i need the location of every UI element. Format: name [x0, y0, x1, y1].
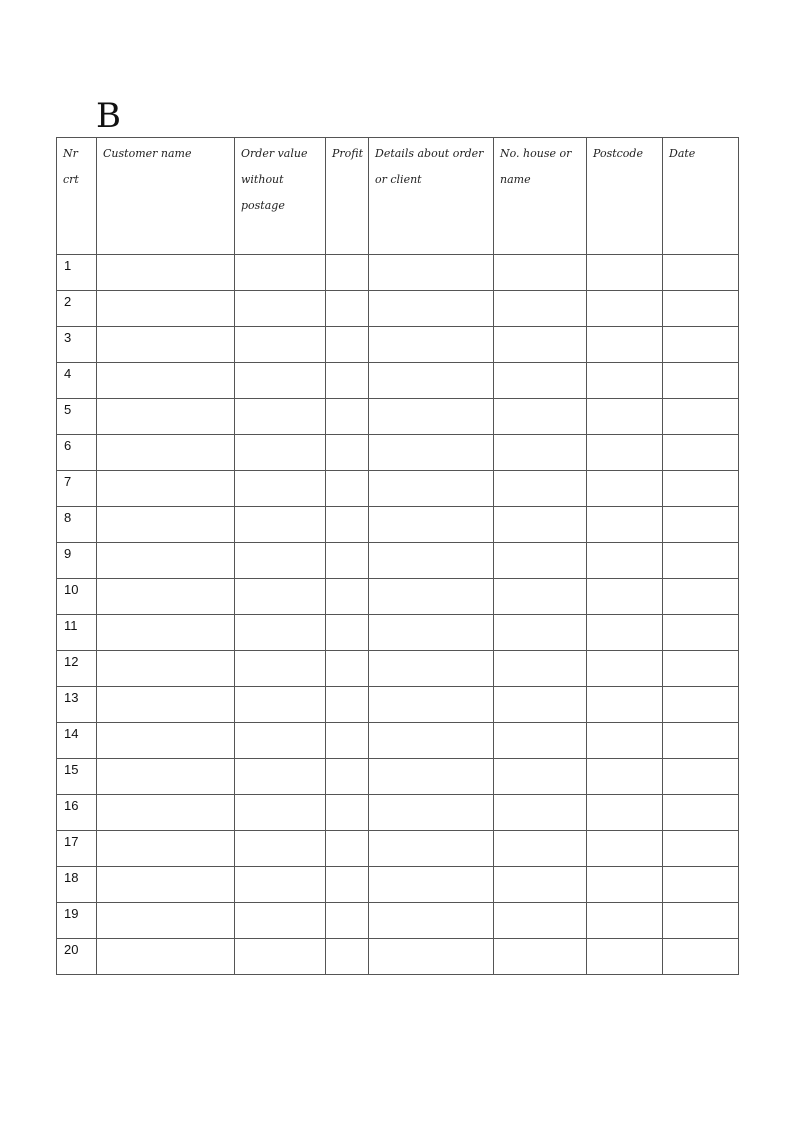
- postcode-cell: [587, 939, 663, 975]
- house-cell: [494, 327, 587, 363]
- table-row: [57, 903, 739, 939]
- column-header-date: Date: [663, 138, 739, 255]
- customer-name-cell: [97, 543, 235, 579]
- customer-name-cell: [97, 435, 235, 471]
- row-number: 4: [57, 363, 97, 399]
- date-cell: [663, 867, 739, 903]
- profit-cell: [326, 327, 369, 363]
- profit-cell: [326, 543, 369, 579]
- postcode-cell: [587, 399, 663, 435]
- row-number: 10: [57, 579, 97, 615]
- order-value-cell: [235, 471, 326, 507]
- row-number: 19: [57, 903, 97, 939]
- postcode-cell: [587, 615, 663, 651]
- postcode-cell: [587, 327, 663, 363]
- details-cell: [369, 291, 494, 327]
- postcode-cell: [587, 579, 663, 615]
- order-value-cell: [235, 687, 326, 723]
- house-cell: [494, 255, 587, 291]
- house-cell: [494, 435, 587, 471]
- profit-cell: [326, 831, 369, 867]
- table-row: [57, 723, 739, 759]
- customer-name-cell: [97, 507, 235, 543]
- order-value-cell: [235, 651, 326, 687]
- postcode-cell: [587, 435, 663, 471]
- row-number: 16: [57, 795, 97, 831]
- house-cell: [494, 867, 587, 903]
- order-log-table: [56, 137, 739, 975]
- details-cell: [369, 615, 494, 651]
- table-row: [57, 543, 739, 579]
- house-cell: [494, 687, 587, 723]
- table-row: [57, 651, 739, 687]
- house-cell: [494, 471, 587, 507]
- postcode-cell: [587, 759, 663, 795]
- order-value-cell: [235, 435, 326, 471]
- postcode-cell: [587, 723, 663, 759]
- details-cell: [369, 651, 494, 687]
- profit-cell: [326, 903, 369, 939]
- table-row: [57, 435, 739, 471]
- row-number: 13: [57, 687, 97, 723]
- details-cell: [369, 399, 494, 435]
- postcode-cell: [587, 363, 663, 399]
- house-cell: [494, 831, 587, 867]
- house-cell: [494, 651, 587, 687]
- row-number: 15: [57, 759, 97, 795]
- date-cell: [663, 507, 739, 543]
- postcode-cell: [587, 687, 663, 723]
- date-cell: [663, 795, 739, 831]
- row-number: 11: [57, 615, 97, 651]
- row-number: 7: [57, 471, 97, 507]
- details-cell: [369, 759, 494, 795]
- date-cell: [663, 651, 739, 687]
- profit-cell: [326, 291, 369, 327]
- table-row: [57, 255, 739, 291]
- table-row: [57, 759, 739, 795]
- order-value-cell: [235, 723, 326, 759]
- customer-name-cell: [97, 939, 235, 975]
- details-cell: [369, 831, 494, 867]
- profit-cell: [326, 255, 369, 291]
- profit-cell: [326, 759, 369, 795]
- house-cell: [494, 759, 587, 795]
- date-cell: [663, 291, 739, 327]
- postcode-cell: [587, 291, 663, 327]
- date-cell: [663, 831, 739, 867]
- row-number: 12: [57, 651, 97, 687]
- date-cell: [663, 471, 739, 507]
- profit-cell: [326, 795, 369, 831]
- details-cell: [369, 723, 494, 759]
- column-header-postcode: Postcode: [587, 138, 663, 255]
- table-row: [57, 399, 739, 435]
- customer-name-cell: [97, 327, 235, 363]
- order-value-cell: [235, 291, 326, 327]
- order-value-cell: [235, 795, 326, 831]
- details-cell: [369, 795, 494, 831]
- postcode-cell: [587, 507, 663, 543]
- customer-name-cell: [97, 399, 235, 435]
- details-cell: [369, 471, 494, 507]
- table-header-row: [57, 138, 739, 255]
- profit-cell: [326, 471, 369, 507]
- row-number: 6: [57, 435, 97, 471]
- details-cell: [369, 255, 494, 291]
- house-cell: [494, 399, 587, 435]
- profit-cell: [326, 651, 369, 687]
- details-cell: [369, 687, 494, 723]
- column-header-house: No. house or name: [494, 138, 587, 255]
- table-row: [57, 507, 739, 543]
- profit-cell: [326, 615, 369, 651]
- order-value-cell: [235, 579, 326, 615]
- order-value-cell: [235, 867, 326, 903]
- table-row: [57, 831, 739, 867]
- house-cell: [494, 507, 587, 543]
- details-cell: [369, 543, 494, 579]
- row-number: 8: [57, 507, 97, 543]
- column-header-order-value: Order value without postage: [235, 138, 326, 255]
- date-cell: [663, 255, 739, 291]
- details-cell: [369, 867, 494, 903]
- table-row: [57, 291, 739, 327]
- table-row: [57, 615, 739, 651]
- profit-cell: [326, 723, 369, 759]
- house-cell: [494, 579, 587, 615]
- details-cell: [369, 903, 494, 939]
- profit-cell: [326, 579, 369, 615]
- postcode-cell: [587, 831, 663, 867]
- order-value-cell: [235, 255, 326, 291]
- house-cell: [494, 291, 587, 327]
- column-header-profit: Profit: [326, 138, 369, 255]
- customer-name-cell: [97, 867, 235, 903]
- date-cell: [663, 939, 739, 975]
- date-cell: [663, 327, 739, 363]
- column-header-nr-crt: Nr crt: [57, 138, 97, 255]
- table-row: [57, 471, 739, 507]
- date-cell: [663, 399, 739, 435]
- details-cell: [369, 507, 494, 543]
- row-number: 18: [57, 867, 97, 903]
- order-value-cell: [235, 507, 326, 543]
- postcode-cell: [587, 651, 663, 687]
- details-cell: [369, 939, 494, 975]
- profit-cell: [326, 867, 369, 903]
- customer-name-cell: [97, 363, 235, 399]
- house-cell: [494, 939, 587, 975]
- date-cell: [663, 903, 739, 939]
- order-value-cell: [235, 831, 326, 867]
- customer-name-cell: [97, 579, 235, 615]
- postcode-cell: [587, 255, 663, 291]
- table-row: [57, 363, 739, 399]
- table-row: [57, 867, 739, 903]
- profit-cell: [326, 399, 369, 435]
- date-cell: [663, 435, 739, 471]
- table-row: [57, 327, 739, 363]
- date-cell: [663, 723, 739, 759]
- order-value-cell: [235, 363, 326, 399]
- customer-name-cell: [97, 255, 235, 291]
- details-cell: [369, 435, 494, 471]
- postcode-cell: [587, 795, 663, 831]
- row-number: 5: [57, 399, 97, 435]
- date-cell: [663, 363, 739, 399]
- customer-name-cell: [97, 723, 235, 759]
- house-cell: [494, 363, 587, 399]
- row-number: 3: [57, 327, 97, 363]
- date-cell: [663, 543, 739, 579]
- row-number: 14: [57, 723, 97, 759]
- postcode-cell: [587, 471, 663, 507]
- date-cell: [663, 579, 739, 615]
- customer-name-cell: [97, 903, 235, 939]
- house-cell: [494, 615, 587, 651]
- house-cell: [494, 543, 587, 579]
- details-cell: [369, 363, 494, 399]
- customer-name-cell: [97, 795, 235, 831]
- profit-cell: [326, 363, 369, 399]
- date-cell: [663, 687, 739, 723]
- customer-name-cell: [97, 651, 235, 687]
- profit-cell: [326, 435, 369, 471]
- house-cell: [494, 903, 587, 939]
- profit-cell: [326, 507, 369, 543]
- row-number: 17: [57, 831, 97, 867]
- postcode-cell: [587, 543, 663, 579]
- customer-name-cell: [97, 759, 235, 795]
- order-value-cell: [235, 327, 326, 363]
- customer-name-cell: [97, 615, 235, 651]
- order-value-cell: [235, 399, 326, 435]
- order-value-cell: [235, 759, 326, 795]
- house-cell: [494, 795, 587, 831]
- customer-name-cell: [97, 471, 235, 507]
- page-heading: B: [96, 96, 121, 136]
- house-cell: [494, 723, 587, 759]
- order-value-cell: [235, 939, 326, 975]
- order-value-cell: [235, 543, 326, 579]
- order-value-cell: [235, 903, 326, 939]
- row-number: 20: [57, 939, 97, 975]
- customer-name-cell: [97, 291, 235, 327]
- customer-name-cell: [97, 831, 235, 867]
- table-row: [57, 687, 739, 723]
- date-cell: [663, 759, 739, 795]
- customer-name-cell: [97, 687, 235, 723]
- table-row: [57, 795, 739, 831]
- date-cell: [663, 615, 739, 651]
- row-number: 9: [57, 543, 97, 579]
- profit-cell: [326, 939, 369, 975]
- postcode-cell: [587, 903, 663, 939]
- table-row: [57, 939, 739, 975]
- order-value-cell: [235, 615, 326, 651]
- details-cell: [369, 327, 494, 363]
- row-number: 1: [57, 255, 97, 291]
- profit-cell: [326, 687, 369, 723]
- postcode-cell: [587, 867, 663, 903]
- column-header-customer-name: Customer name: [97, 138, 235, 255]
- table-row: [57, 579, 739, 615]
- column-header-details: Details about order or client: [369, 138, 494, 255]
- details-cell: [369, 579, 494, 615]
- row-number: 2: [57, 291, 97, 327]
